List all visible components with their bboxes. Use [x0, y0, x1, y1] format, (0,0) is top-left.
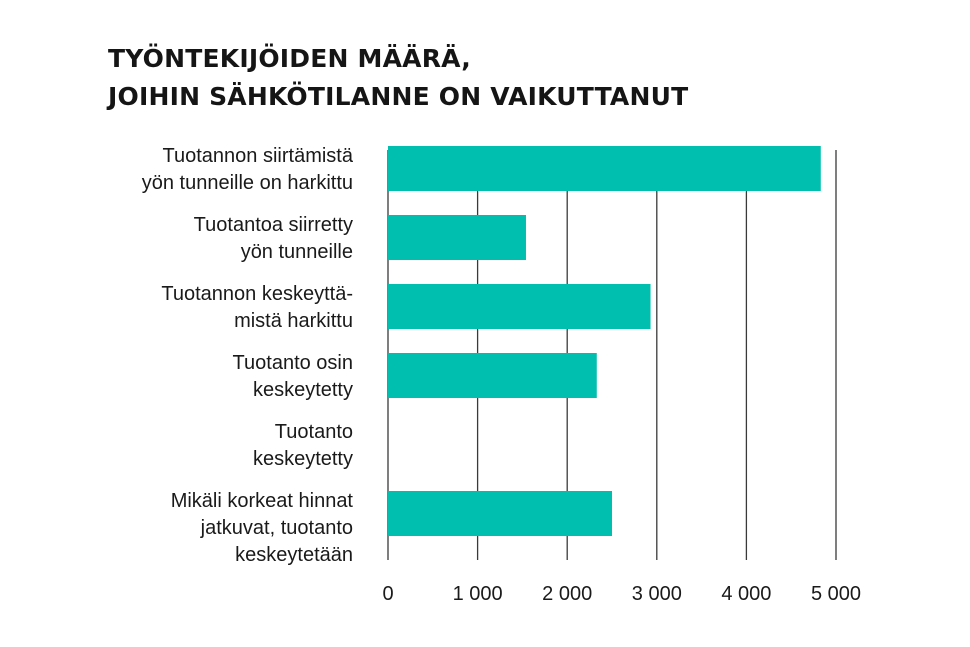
bar-2: [388, 284, 651, 329]
bar-5: [388, 491, 612, 536]
bar-0: [388, 146, 821, 191]
chart-title-line-1: TYÖNTEKIJÖIDEN MÄÄRÄ,: [108, 44, 471, 73]
x-tick-label-0: 0: [382, 583, 394, 605]
x-tick-label-4: 4 000: [721, 583, 772, 605]
chart-title-line-2: JOIHIN SÄHKÖTILANNE ON VAIKUTTANUT: [108, 82, 689, 111]
category-label-5-line-1: jatkuvat, tuotanto: [200, 517, 353, 539]
category-label-4-line-1: keskeytetty: [252, 448, 353, 470]
x-tick-label-1: 1 000: [452, 583, 503, 605]
x-tick-label-3: 3 000: [631, 583, 682, 605]
category-label-3-line-0: Tuotanto osin: [232, 352, 353, 374]
category-label-2-line-1: mistä harkittu: [234, 310, 353, 332]
category-label-1-line-0: Tuotantoa siirretty: [193, 214, 353, 236]
category-label-5-line-2: keskeytetään: [235, 544, 353, 566]
x-tick-label-2: 2 000: [542, 583, 593, 605]
bar-1: [388, 215, 526, 260]
category-label-2-line-0: Tuotannon keskeyttä-: [161, 283, 353, 305]
category-label-0-line-1: yön tunneille on harkittu: [141, 172, 353, 194]
bar-3: [388, 353, 597, 398]
category-label-3-line-1: keskeytetty: [252, 379, 353, 401]
category-label-4-line-0: Tuotanto: [274, 421, 353, 443]
x-tick-label-5: 5 000: [810, 583, 862, 605]
category-label-0-line-0: Tuotannon siirtämistä: [162, 145, 353, 167]
category-label-1-line-1: yön tunneille: [240, 241, 353, 263]
category-label-5-line-0: Mikäli korkeat hinnat: [170, 490, 353, 512]
